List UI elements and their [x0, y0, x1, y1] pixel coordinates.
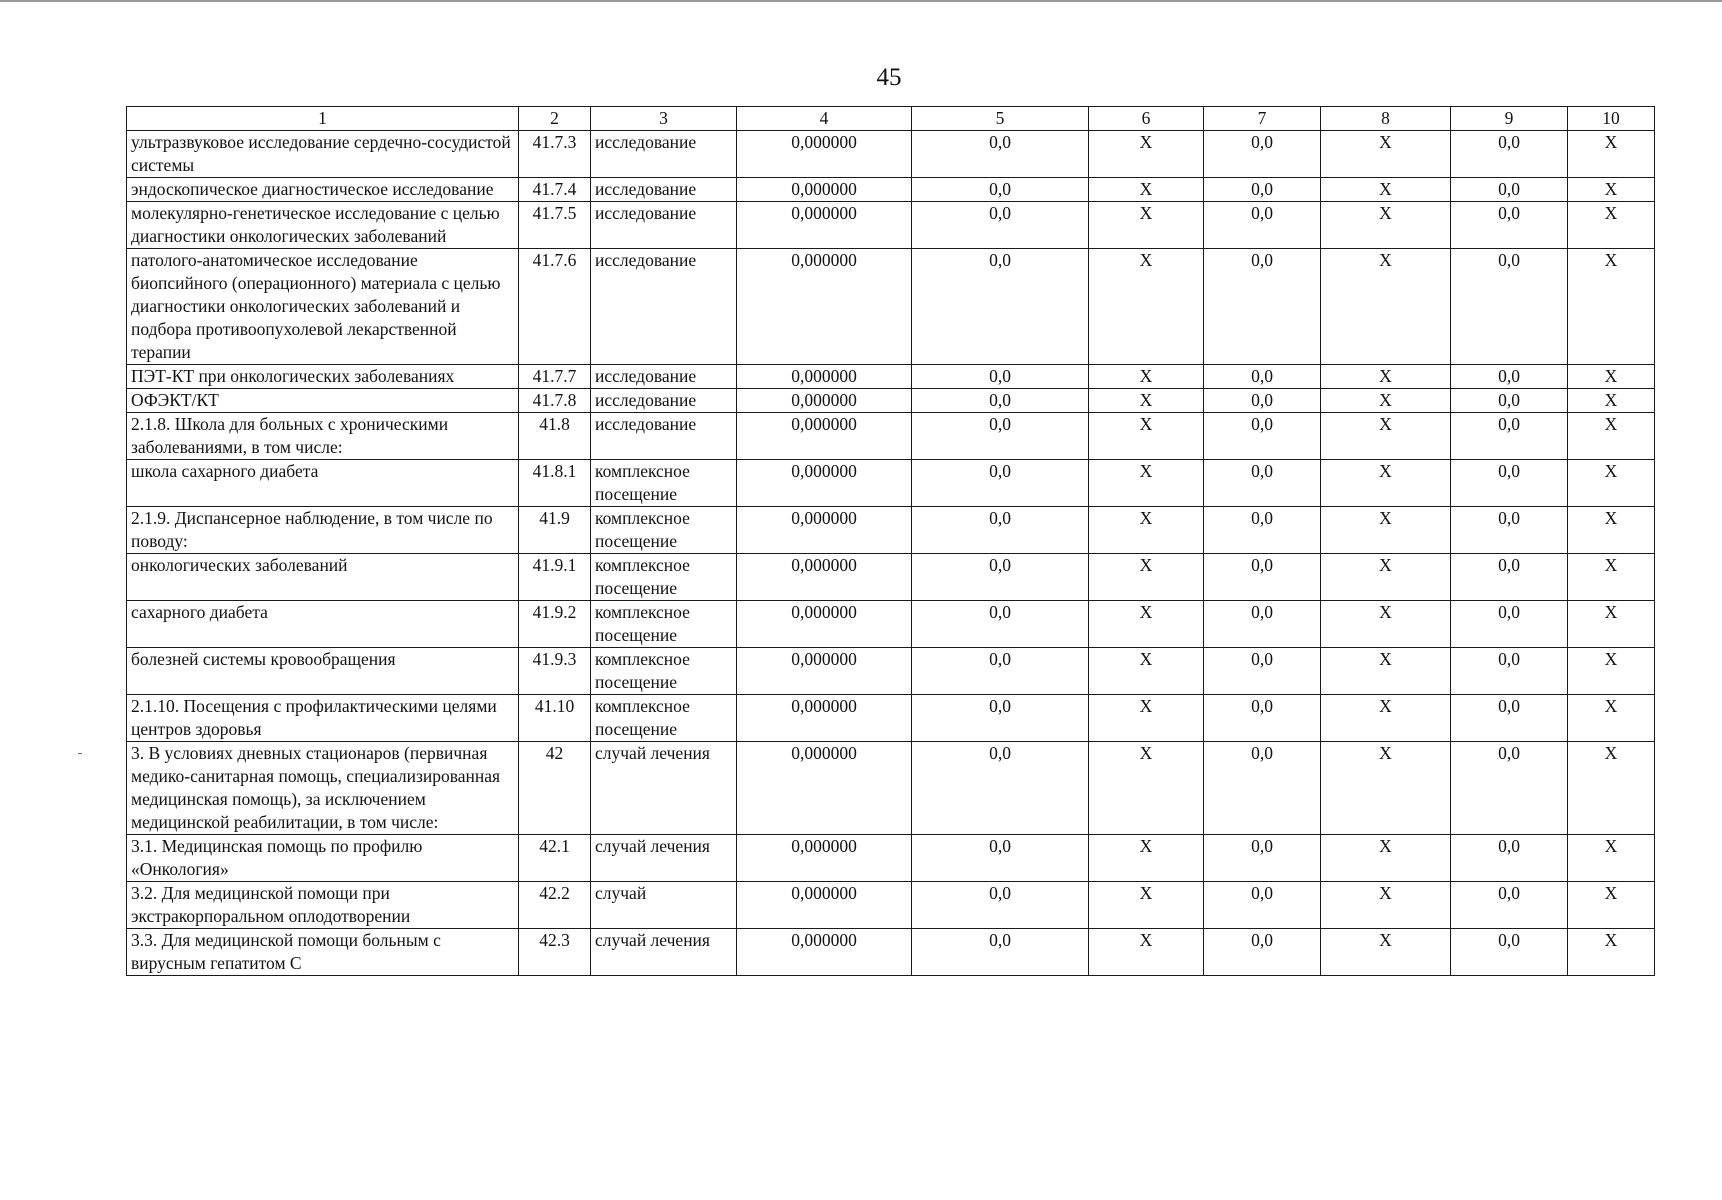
- row-unit-cell: комплексное посещение: [591, 554, 737, 601]
- table-body: [127, 131, 1655, 976]
- row-value-col10: X: [1568, 507, 1655, 554]
- row-value-col9: 0,0: [1451, 131, 1568, 178]
- row-value-col9: 0,0: [1451, 460, 1568, 507]
- row-value-col9: 0,0: [1451, 742, 1568, 835]
- row-value-col10: X: [1568, 460, 1655, 507]
- row-value-col6: X: [1089, 131, 1204, 178]
- row-value-col8: X: [1321, 601, 1451, 648]
- row-value-col4: 0,000000: [737, 413, 912, 460]
- table-row: [127, 460, 1655, 507]
- row-value-col8: X: [1321, 413, 1451, 460]
- table-row: [127, 554, 1655, 601]
- row-value-col4: 0,000000: [737, 554, 912, 601]
- row-value-col6: X: [1089, 929, 1204, 976]
- row-value-col8: X: [1321, 695, 1451, 742]
- row-name-cell: 2.1.10. Посещения с профилактическими целями центров здоровья: [127, 695, 519, 742]
- row-value-col9: 0,0: [1451, 835, 1568, 882]
- row-value-col4: 0,000000: [737, 202, 912, 249]
- row-unit-cell: комплексное посещение: [591, 460, 737, 507]
- row-value-col6: X: [1089, 249, 1204, 365]
- row-value-col7: 0,0: [1204, 648, 1321, 695]
- column-header-1: 1: [127, 107, 519, 131]
- row-value-col8: X: [1321, 249, 1451, 365]
- row-value-col9: 0,0: [1451, 882, 1568, 929]
- row-value-col8: X: [1321, 507, 1451, 554]
- row-value-col7: 0,0: [1204, 460, 1321, 507]
- row-code-cell: 41.9.1: [519, 554, 591, 601]
- row-name-cell: школа сахарного диабета: [127, 460, 519, 507]
- row-value-col6: X: [1089, 365, 1204, 389]
- row-value-col4: 0,000000: [737, 389, 912, 413]
- row-value-col7: 0,0: [1204, 365, 1321, 389]
- row-code-cell: 41.10: [519, 695, 591, 742]
- row-value-col8: X: [1321, 365, 1451, 389]
- row-value-col5: 0,0: [912, 413, 1089, 460]
- row-unit-cell: комплексное посещение: [591, 507, 737, 554]
- row-value-col6: X: [1089, 742, 1204, 835]
- row-value-col5: 0,0: [912, 742, 1089, 835]
- column-header-4: 4: [737, 107, 912, 131]
- row-value-col10: X: [1568, 202, 1655, 249]
- row-value-col10: X: [1568, 882, 1655, 929]
- row-name-cell: болезней системы кровообращения: [127, 648, 519, 695]
- row-value-col4: 0,000000: [737, 882, 912, 929]
- row-value-col4: 0,000000: [737, 601, 912, 648]
- row-unit-cell: случай лечения: [591, 742, 737, 835]
- row-value-col10: X: [1568, 929, 1655, 976]
- row-value-col10: X: [1568, 249, 1655, 365]
- row-value-col6: X: [1089, 695, 1204, 742]
- row-value-col10: X: [1568, 389, 1655, 413]
- row-value-col7: 0,0: [1204, 882, 1321, 929]
- row-value-col8: X: [1321, 882, 1451, 929]
- column-header-5: 5: [912, 107, 1089, 131]
- row-value-col4: 0,000000: [737, 131, 912, 178]
- table-row: [127, 365, 1655, 389]
- row-value-col8: X: [1321, 460, 1451, 507]
- row-value-col10: X: [1568, 695, 1655, 742]
- margin-mark: [78, 753, 82, 754]
- row-value-col6: X: [1089, 882, 1204, 929]
- row-value-col5: 0,0: [912, 131, 1089, 178]
- row-value-col6: X: [1089, 413, 1204, 460]
- row-value-col7: 0,0: [1204, 929, 1321, 976]
- row-value-col7: 0,0: [1204, 178, 1321, 202]
- row-value-col8: X: [1321, 835, 1451, 882]
- row-name-cell: сахарного диабета: [127, 601, 519, 648]
- data-table: [126, 106, 1655, 976]
- row-value-col8: X: [1321, 202, 1451, 249]
- row-value-col5: 0,0: [912, 178, 1089, 202]
- header-row: [127, 107, 1655, 131]
- row-value-col6: X: [1089, 648, 1204, 695]
- table-row: [127, 249, 1655, 365]
- row-name-cell: ПЭТ-КТ при онкологических заболеваниях: [127, 365, 519, 389]
- page-number: 45: [876, 64, 902, 91]
- row-unit-cell: случай: [591, 882, 737, 929]
- row-code-cell: 41.8.1: [519, 460, 591, 507]
- row-value-col10: X: [1568, 648, 1655, 695]
- row-value-col8: X: [1321, 929, 1451, 976]
- row-value-col9: 0,0: [1451, 648, 1568, 695]
- table-row: [127, 835, 1655, 882]
- row-name-cell: эндоскопическое диагностическое исследование: [127, 178, 519, 202]
- column-header-6: 6: [1089, 107, 1204, 131]
- table-row: [127, 742, 1655, 835]
- row-value-col4: 0,000000: [737, 695, 912, 742]
- row-unit-cell: комплексное посещение: [591, 601, 737, 648]
- row-value-col10: X: [1568, 554, 1655, 601]
- row-value-col9: 0,0: [1451, 413, 1568, 460]
- row-value-col8: X: [1321, 389, 1451, 413]
- row-value-col8: X: [1321, 554, 1451, 601]
- row-name-cell: 3.3. Для медицинской помощи больным с вирусным гепатитом С: [127, 929, 519, 976]
- row-value-col10: X: [1568, 365, 1655, 389]
- row-value-col7: 0,0: [1204, 413, 1321, 460]
- row-value-col10: X: [1568, 835, 1655, 882]
- row-unit-cell: исследование: [591, 178, 737, 202]
- row-value-col6: X: [1089, 835, 1204, 882]
- row-value-col4: 0,000000: [737, 249, 912, 365]
- row-unit-cell: исследование: [591, 249, 737, 365]
- row-value-col8: X: [1321, 742, 1451, 835]
- table-container: [126, 106, 1655, 976]
- row-value-col6: X: [1089, 202, 1204, 249]
- row-value-col10: X: [1568, 178, 1655, 202]
- table-row: [127, 413, 1655, 460]
- column-header-10: 10: [1568, 107, 1655, 131]
- row-value-col4: 0,000000: [737, 460, 912, 507]
- row-value-col6: X: [1089, 507, 1204, 554]
- row-code-cell: 41.7.5: [519, 202, 591, 249]
- row-value-col9: 0,0: [1451, 929, 1568, 976]
- row-value-col7: 0,0: [1204, 249, 1321, 365]
- row-unit-cell: случай лечения: [591, 835, 737, 882]
- row-value-col5: 0,0: [912, 460, 1089, 507]
- row-code-cell: 41.9.3: [519, 648, 591, 695]
- row-name-cell: 3.2. Для медицинской помощи при экстракорпоральном оплодотворении: [127, 882, 519, 929]
- row-value-col9: 0,0: [1451, 202, 1568, 249]
- row-value-col5: 0,0: [912, 554, 1089, 601]
- row-value-col5: 0,0: [912, 835, 1089, 882]
- row-value-col5: 0,0: [912, 365, 1089, 389]
- table-row: [127, 648, 1655, 695]
- row-value-col7: 0,0: [1204, 131, 1321, 178]
- row-code-cell: 41.7.3: [519, 131, 591, 178]
- row-value-col6: X: [1089, 389, 1204, 413]
- row-value-col6: X: [1089, 460, 1204, 507]
- row-value-col4: 0,000000: [737, 929, 912, 976]
- row-value-col4: 0,000000: [737, 648, 912, 695]
- row-value-col9: 0,0: [1451, 389, 1568, 413]
- row-code-cell: 41.7.7: [519, 365, 591, 389]
- row-code-cell: 41.9.2: [519, 601, 591, 648]
- row-value-col9: 0,0: [1451, 249, 1568, 365]
- row-value-col4: 0,000000: [737, 507, 912, 554]
- row-name-cell: онкологических заболеваний: [127, 554, 519, 601]
- row-value-col4: 0,000000: [737, 178, 912, 202]
- row-name-cell: ОФЭКТ/КТ: [127, 389, 519, 413]
- row-unit-cell: комплексное посещение: [591, 695, 737, 742]
- row-name-cell: молекулярно-генетическое исследование с целью диагностики онкологических заболеваний: [127, 202, 519, 249]
- row-name-cell: патолого-анатомическое исследование биопсийного (операционного) материала с целью диагностики онкологических заболеваний и подбора противоопухолевой лекарственной терапии: [127, 249, 519, 365]
- row-value-col9: 0,0: [1451, 365, 1568, 389]
- row-unit-cell: исследование: [591, 131, 737, 178]
- row-value-col5: 0,0: [912, 929, 1089, 976]
- row-value-col5: 0,0: [912, 507, 1089, 554]
- row-unit-cell: исследование: [591, 389, 737, 413]
- row-unit-cell: случай лечения: [591, 929, 737, 976]
- row-value-col10: X: [1568, 742, 1655, 835]
- row-code-cell: 42.3: [519, 929, 591, 976]
- row-value-col9: 0,0: [1451, 178, 1568, 202]
- row-code-cell: 41.7.6: [519, 249, 591, 365]
- row-code-cell: 42: [519, 742, 591, 835]
- row-value-col5: 0,0: [912, 249, 1089, 365]
- table-row: [127, 929, 1655, 976]
- row-value-col8: X: [1321, 648, 1451, 695]
- row-value-col5: 0,0: [912, 202, 1089, 249]
- row-name-cell: 2.1.9. Диспансерное наблюдение, в том числе по поводу:: [127, 507, 519, 554]
- column-header-8: 8: [1321, 107, 1451, 131]
- row-name-cell: 3. В условиях дневных стационаров (первичная медико-санитарная помощь, специализированная медицинская помощь), за исключением медицинской реабилитации, в том числе:: [127, 742, 519, 835]
- row-value-col9: 0,0: [1451, 554, 1568, 601]
- row-value-col7: 0,0: [1204, 507, 1321, 554]
- row-value-col10: X: [1568, 131, 1655, 178]
- row-code-cell: 41.7.8: [519, 389, 591, 413]
- row-value-col8: X: [1321, 178, 1451, 202]
- row-unit-cell: исследование: [591, 413, 737, 460]
- table-row: [127, 601, 1655, 648]
- row-value-col4: 0,000000: [737, 742, 912, 835]
- row-value-col9: 0,0: [1451, 601, 1568, 648]
- row-value-col6: X: [1089, 554, 1204, 601]
- row-value-col7: 0,0: [1204, 554, 1321, 601]
- row-value-col8: X: [1321, 131, 1451, 178]
- table-row: [127, 202, 1655, 249]
- row-value-col10: X: [1568, 413, 1655, 460]
- row-value-col5: 0,0: [912, 389, 1089, 413]
- row-value-col7: 0,0: [1204, 695, 1321, 742]
- scan-top-edge: [0, 0, 1722, 2]
- column-header-2: 2: [519, 107, 591, 131]
- row-value-col7: 0,0: [1204, 202, 1321, 249]
- row-value-col7: 0,0: [1204, 601, 1321, 648]
- row-value-col9: 0,0: [1451, 507, 1568, 554]
- row-name-cell: 3.1. Медицинская помощь по профилю «Онкология»: [127, 835, 519, 882]
- row-value-col7: 0,0: [1204, 742, 1321, 835]
- row-value-col9: 0,0: [1451, 695, 1568, 742]
- row-value-col5: 0,0: [912, 648, 1089, 695]
- row-value-col6: X: [1089, 178, 1204, 202]
- row-value-col4: 0,000000: [737, 365, 912, 389]
- table-row: [127, 882, 1655, 929]
- row-value-col5: 0,0: [912, 695, 1089, 742]
- row-code-cell: 42.2: [519, 882, 591, 929]
- row-name-cell: 2.1.8. Школа для больных с хроническими заболеваниями, в том числе:: [127, 413, 519, 460]
- row-value-col4: 0,000000: [737, 835, 912, 882]
- table-row: [127, 695, 1655, 742]
- table-row: [127, 507, 1655, 554]
- row-name-cell: ультразвуковое исследование сердечно-сосудистой системы: [127, 131, 519, 178]
- row-unit-cell: исследование: [591, 365, 737, 389]
- row-value-col6: X: [1089, 601, 1204, 648]
- row-unit-cell: исследование: [591, 202, 737, 249]
- row-code-cell: 42.1: [519, 835, 591, 882]
- column-header-3: 3: [591, 107, 737, 131]
- table-row: [127, 389, 1655, 413]
- table-row: [127, 178, 1655, 202]
- row-code-cell: 41.8: [519, 413, 591, 460]
- row-value-col5: 0,0: [912, 601, 1089, 648]
- row-value-col10: X: [1568, 601, 1655, 648]
- table-row: [127, 131, 1655, 178]
- row-unit-cell: комплексное посещение: [591, 648, 737, 695]
- column-header-7: 7: [1204, 107, 1321, 131]
- column-header-9: 9: [1451, 107, 1568, 131]
- row-value-col7: 0,0: [1204, 835, 1321, 882]
- row-value-col7: 0,0: [1204, 389, 1321, 413]
- row-code-cell: 41.9: [519, 507, 591, 554]
- row-value-col5: 0,0: [912, 882, 1089, 929]
- row-code-cell: 41.7.4: [519, 178, 591, 202]
